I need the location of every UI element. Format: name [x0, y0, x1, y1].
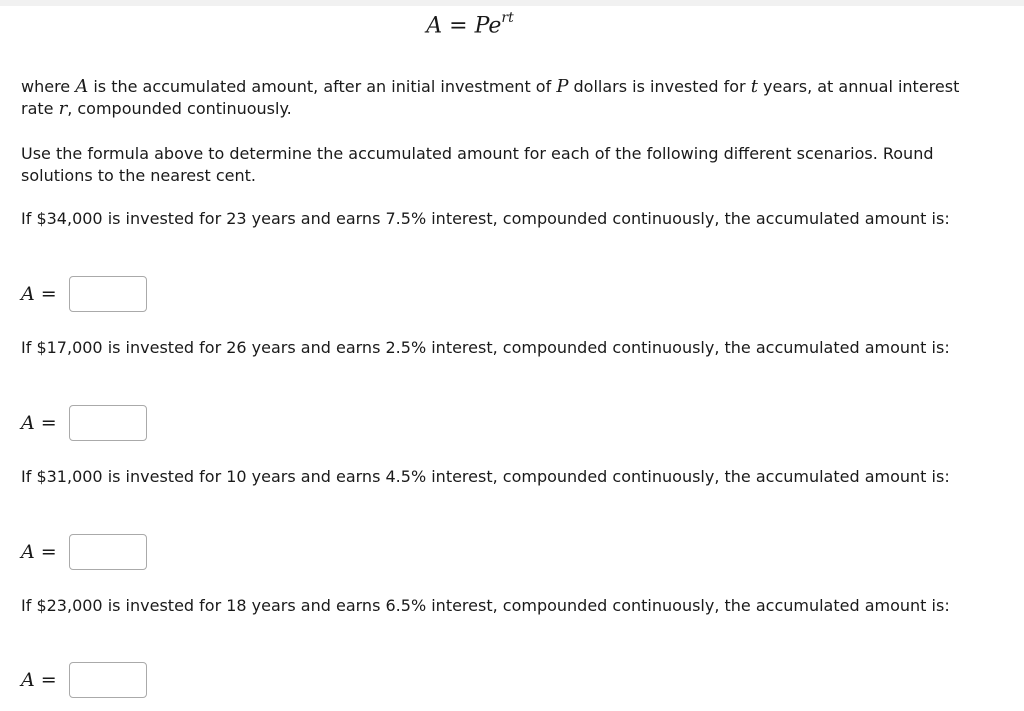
answer-row-2: [21, 404, 147, 442]
answer-label-var: A: [21, 669, 35, 691]
intro-var-r: r: [58, 98, 68, 119]
formula-heading: [0, 4, 940, 42]
question-2-text: If $17,000 is invested for 26 years and earns 2.5% interest, compounded continuously, the accumulated amount is:: [21, 338, 950, 357]
intro-var-p: P: [556, 76, 569, 97]
answer-row-3: [21, 533, 147, 571]
answer-label-var: A: [21, 283, 35, 305]
answer-input-1[interactable]: [69, 276, 147, 312]
answer-label-2: [21, 412, 69, 434]
formula-e: e: [488, 13, 502, 39]
formula-equals: =: [449, 13, 468, 39]
answer-input-4[interactable]: [69, 662, 147, 698]
answer-label-eq: =: [40, 412, 57, 434]
answer-label-3: [21, 541, 69, 563]
intro-var-a: A: [75, 76, 89, 97]
answer-input-2[interactable]: [69, 405, 147, 441]
instructions-paragraph: Use the formula above to determine the accumulated amount for each of the following different scenarios. Round solutions to the nearest cent.: [21, 144, 934, 185]
answer-label-eq: =: [40, 541, 57, 563]
intro-text-2: is the accumulated amount, after an initial investment of: [88, 77, 557, 96]
answer-label-eq: =: [40, 669, 57, 691]
answer-label-4: [21, 669, 69, 691]
intro-text-3: dollars is invested for: [568, 77, 751, 96]
intro-paragraph: [21, 76, 961, 120]
formula-base: P: [474, 13, 489, 39]
answer-label-var: A: [21, 541, 35, 563]
intro-var-t: t: [750, 76, 758, 97]
answer-row-1: [21, 275, 147, 313]
answer-row-4: [21, 661, 147, 699]
answer-label-var: A: [21, 412, 35, 434]
question-1-text: If $34,000 is invested for 23 years and earns 7.5% interest, compounded continuously, the accumulated amount is:: [21, 209, 950, 228]
formula-exponent: rt: [501, 10, 514, 26]
intro-text-1: where: [21, 77, 76, 96]
intro-text-5: , compounded continuously.: [67, 99, 292, 118]
question-3-text: If $31,000 is invested for 10 years and earns 4.5% interest, compounded continuously, the accumulated amount is:: [21, 467, 950, 486]
answer-input-3[interactable]: [69, 534, 147, 570]
answer-label-eq: =: [40, 283, 57, 305]
question-4-text: If $23,000 is invested for 18 years and earns 6.5% interest, compounded continuously, the accumulated amount is:: [21, 596, 950, 615]
formula-lhs: A: [426, 13, 443, 39]
intro-text-4: years, at annual interest rate: [21, 77, 960, 118]
answer-label-1: [21, 283, 69, 305]
